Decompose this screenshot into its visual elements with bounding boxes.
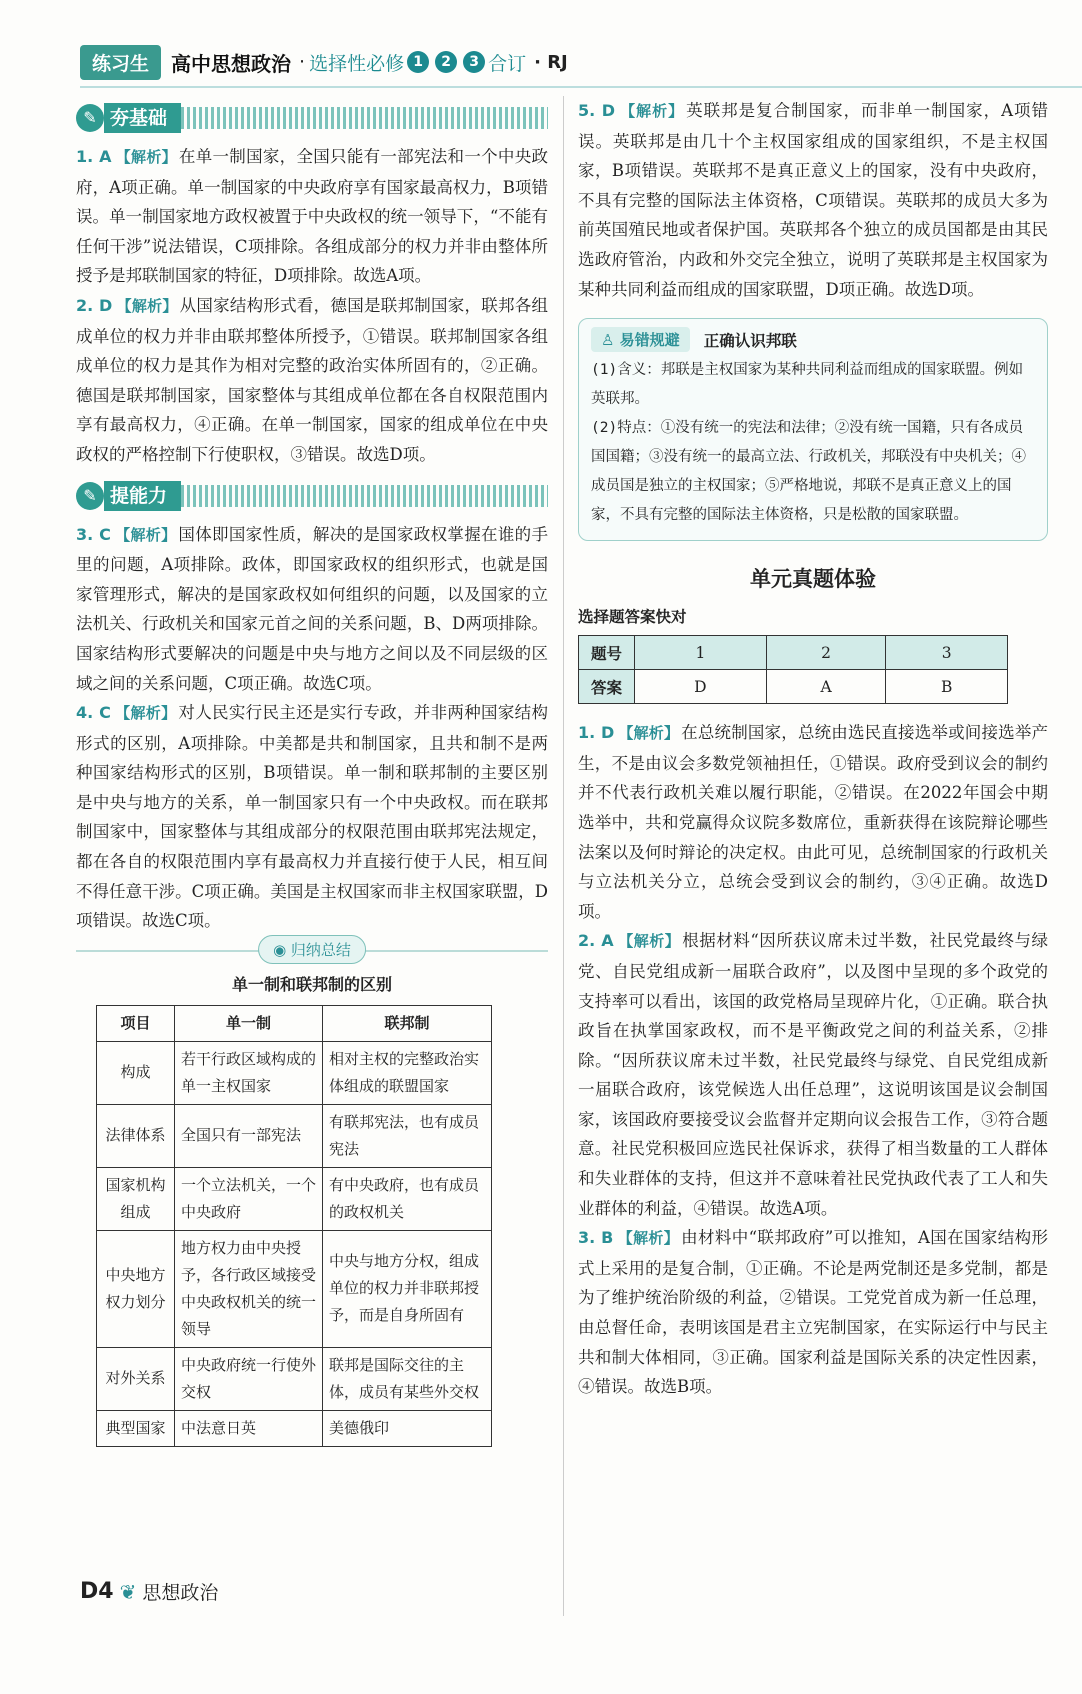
answer-item [578, 96, 1048, 304]
page-header [80, 42, 1060, 82]
analysis-text: 英联邦是复合制国家，而非单一制国家，A项错误。英联邦是由几十个主权国家组成的国家组织，不是主权国家，B项错误。英联邦不是真正意义上的国家，没有中央政府，不具有完整的国际法主体资格，C项错误。英联邦的成员大多为前英国殖民地或者保护国。英联邦各个独立的成员国都是由其民选政府管治，内政和外交完全独立，说明了英联邦是主权国家为某种共同利益而组成的国家联盟，D项正确。故选D项。 [578, 101, 1048, 299]
pencil-icon: ✎ [76, 104, 104, 132]
answer-item [76, 520, 548, 699]
analysis-tag: 【解析】 [618, 724, 680, 743]
table-cell: 一个立法机关，一个中央政府 [175, 1167, 323, 1230]
table-cell: 中央政府统一行使外交权 [175, 1347, 323, 1410]
question-number: 3. C [76, 524, 111, 544]
analysis-tag: 【解析】 [114, 704, 177, 723]
row-label: 答案 [579, 670, 635, 704]
table-row [97, 1041, 492, 1104]
analysis-tag: 【解析】 [617, 932, 681, 951]
row-label: 国家机构组成 [97, 1167, 175, 1230]
tip-paragraph: (1)含义：邦联是主权国家为某种共同利益而组成的国家联盟。例如英联邦。 [591, 362, 1024, 408]
table-cell: 相对主权的完整政治实体组成的联盟国家 [323, 1041, 492, 1104]
column-header: 联邦制 [323, 1005, 492, 1041]
book-subtitle [299, 49, 526, 76]
section-stripe [181, 485, 548, 507]
row-label: 题号 [579, 636, 635, 670]
analysis-text: 在总统制国家，总统由选民直接选举或间接选举产生，不是由议会多数党领袖担任，①错误。政府受到议会的制约并不代表行政机关难以履行职能，②错误。在2022年国会中期选举中，共和党赢得众议院多数席位，重新获得在该院辩论哪些法案以及何时辩论的决定权。由此可见，总统制国家的行政机关与立法机关分立，总统会受到议会的制约，③④正确。故选D项。 [578, 723, 1049, 921]
leaf-icon: ❦ [119, 1579, 137, 1604]
tip-body [591, 356, 1035, 530]
analysis-text: 由材料中“联邦政府”可以推知，A国在国家结构形式上采用的是复合制，①正确。不论是两党制还是多党制，都是为了维护统治阶级的利益，②错误。工党党首成为新一任总理，由总督任命，表明该国是君主立宪制国家，在实际运行中与民主共和制大体相同，③正确。国家利益是国际关系的决定性因素，④错误。故选B项。 [578, 1228, 1048, 1397]
column-header: 项目 [97, 1005, 175, 1041]
table-cell: D [635, 670, 767, 704]
table-row [579, 636, 1008, 670]
tip-title: 正确认识邦联 [703, 331, 797, 350]
column-header: 单一制 [175, 1005, 323, 1041]
volume-num-2: 2 [435, 51, 457, 73]
summary-title: 单一制和联邦制的区别 [231, 974, 392, 994]
answer-item [578, 718, 1048, 926]
edition-label: · RJ [534, 51, 568, 73]
answer-table [578, 635, 1008, 704]
volume-num-3: 3 [463, 51, 485, 73]
analysis-tag: 【解析】 [619, 102, 685, 120]
table-cell: 若干行政区域构成的单一主权国家 [175, 1041, 323, 1104]
table-cell: 3 [886, 636, 1008, 670]
section-advance-header [76, 478, 548, 514]
tip-box [578, 318, 1048, 541]
left-column [76, 96, 548, 1447]
table-cell: A [766, 670, 886, 704]
column-divider [563, 96, 564, 1616]
table-cell: 地方权力由中央授予，各行政区域接受中央政权机关的统一领导 [175, 1230, 323, 1347]
table-row [97, 1167, 492, 1230]
analysis-tag: 【解析】 [116, 296, 178, 315]
summary-box [76, 940, 548, 1447]
table-row [97, 1410, 492, 1446]
row-label: 法律体系 [97, 1104, 175, 1167]
table-header-row [97, 1005, 492, 1041]
table-cell: 联邦是国际交往的主体，成员有某些外交权 [323, 1347, 492, 1410]
analysis-tag: 【解析】 [114, 525, 177, 544]
section-stripe [181, 107, 548, 129]
table-cell: 全国只有一部宪法 [175, 1104, 323, 1167]
page-footer [80, 1578, 218, 1605]
question-number: 1. A [76, 147, 112, 166]
table-row [97, 1347, 492, 1410]
row-label: 典型国家 [97, 1410, 175, 1446]
quick-answer-label: 选择题答案快对 [578, 608, 687, 627]
tip-tag: ♙ 易错规避 [591, 327, 690, 352]
question-number: 2. A [578, 931, 614, 951]
answer-item [76, 142, 548, 291]
question-number: 3. B [578, 1228, 614, 1248]
header-divider [80, 86, 1082, 88]
analysis-text: 国体即国家性质，解决的是国家政权掌握在谁的手里的问题，A项排除。政体，即国家政权的组织形式，也就是国家管理形式，解决的是国家政权如何组织的问题，以及国家的立法机关、行政机关和国家元首之间的关系问题，B、D两项排除。国家结构形式要解决的问题是中央与地方之间以及不同层级的区域之间的关系问题，C项正确。故选C项。 [76, 524, 548, 693]
question-number: 1. D [578, 723, 615, 743]
analysis-tag: 【解析】 [115, 148, 177, 166]
table-cell: 2 [766, 636, 886, 670]
question-number: 5. D [578, 101, 616, 120]
table-row [579, 670, 1008, 704]
row-label: 构成 [97, 1041, 175, 1104]
tip-paragraph: (2)特点：①没有统一的宪法和法律；②没有统一国籍，只有各成员国国籍；③没有统一的最高立法、行政机关，邦联没有中央机关；④成员国是独立的主权国家；⑤严格地说，邦联不是真正意义上的国家，不具有完整的国际法主体资格，只是松散的国家联盟。 [591, 420, 1026, 524]
table-cell: 有中央政府，也有成员的政权机关 [323, 1167, 492, 1230]
analysis-text: 对人民实行民主还是实行专政，并非两种国家结构形式的区别，A项排除。中美都是共和制国家，且共和制不是两种国家结构形式的区别，B项错误。单一制和联邦制的主要区别是中央与地方的关系，单一制国家只有一个中央政权。而在联邦制国家中，国家整体与其组成部分的权限范围由联邦宪法规定，都在各自的权限范围内享有最高权力并直接行使于人民，相互间不得任意干涉。C项正确。美国是主权国家而非主权国家联盟，D项错误。故选C项。 [76, 703, 548, 931]
right-column [578, 96, 1048, 1402]
table-row [97, 1104, 492, 1167]
table-cell: 有联邦宪法，也有成员宪法 [323, 1104, 492, 1167]
question-number: 2. D [76, 295, 113, 315]
table-cell: 1 [635, 636, 767, 670]
comparison-table [96, 1005, 492, 1447]
answer-item [578, 926, 1048, 1223]
section-advance-label: 提能力 [104, 481, 181, 511]
table-cell: B [886, 670, 1008, 704]
answer-item [76, 698, 548, 936]
summary-badge: ◉ 归纳总结 [258, 935, 366, 964]
table-cell: 中法意日英 [175, 1410, 323, 1446]
answer-item [578, 1223, 1048, 1402]
section-basic-label: 夯基础 [104, 103, 181, 133]
subject-label: 思想政治 [142, 1582, 219, 1604]
row-label: 中央地方权力划分 [97, 1230, 175, 1347]
analysis-text: 根据材料“因所获议席未过半数，社民党最终与绿党、自民党组成新一届联合政府”，以及图中呈现的多个政党的支持率可以看出，该国的政党格局呈现碎片化，①正确。联合执政旨在执掌国家政权，而不是平衡政党之间的利益关系，②排除。“因所获议席未过半数，社民党最终与绿党、自民党组成新一届联合政府，该党候选人出任总理”，这说明该国是议会制国家，该国政府要接受议会监督并定期向议会报告工作，③符合题意。社民党积极回应选民社保诉求，获得了相当数量的工人群体和失业群体的支持，但这并不意味着社民党执政代表了工人和失业群体的利益，④错误。故选A项。 [578, 931, 1048, 1218]
question-number: 4. C [76, 703, 111, 723]
table-row [97, 1230, 492, 1347]
tip-header [591, 327, 1035, 352]
table-cell: 中央与地方分权，组成单位的权力并非联邦授予，而是自身所固有 [323, 1230, 492, 1347]
volume-num-1: 1 [407, 51, 429, 73]
unit-title: 单元真题体验 [750, 567, 876, 592]
title-dot: · [299, 51, 306, 73]
analysis-tag: 【解析】 [617, 1229, 680, 1248]
book-title: 高中思想政治 [171, 51, 292, 76]
subtitle-text: 选择性必修 [309, 52, 405, 75]
summary-badge-text: 归纳总结 [290, 940, 351, 959]
analysis-text: 从国家结构形式看，德国是联邦制国家，联邦各组成单位的权力并非由联邦整体所授予，①错误。联邦制国家各组成单位的权力是其作为相对完整的政治实体所固有的，②正确。德国是联邦制国家，国家整体与其组成单位都在各自权限范围内享有最高权力，④正确。在单一制国家，国家的组成单位在中央政权的严格控制下行使职权，③错误。故选D项。 [76, 295, 549, 464]
table-cell: 美德俄印 [323, 1410, 492, 1446]
answer-item [76, 291, 548, 470]
tip-tag-text: 易错规避 [619, 331, 680, 350]
section-basic-header [76, 100, 548, 136]
combined-label: 合订 [488, 52, 527, 75]
series-badge: 练习生 [80, 45, 161, 80]
pencil-icon: ✎ [76, 482, 104, 510]
analysis-text: 在单一制国家，全国只能有一部宪法和一个中央政府，A项正确。单一制国家的中央政府享有国家最高权力，B项错误。单一制国家地方政权被置于中央政权的统一领导下，“不能有任何干涉”说法错误，C项排除。各组成部分的权力并非由整体所授予是邦联制国家的特征，D项排除。故选A项。 [76, 147, 548, 286]
row-label: 对外关系 [97, 1347, 175, 1410]
page-number: D4 [80, 1579, 114, 1604]
